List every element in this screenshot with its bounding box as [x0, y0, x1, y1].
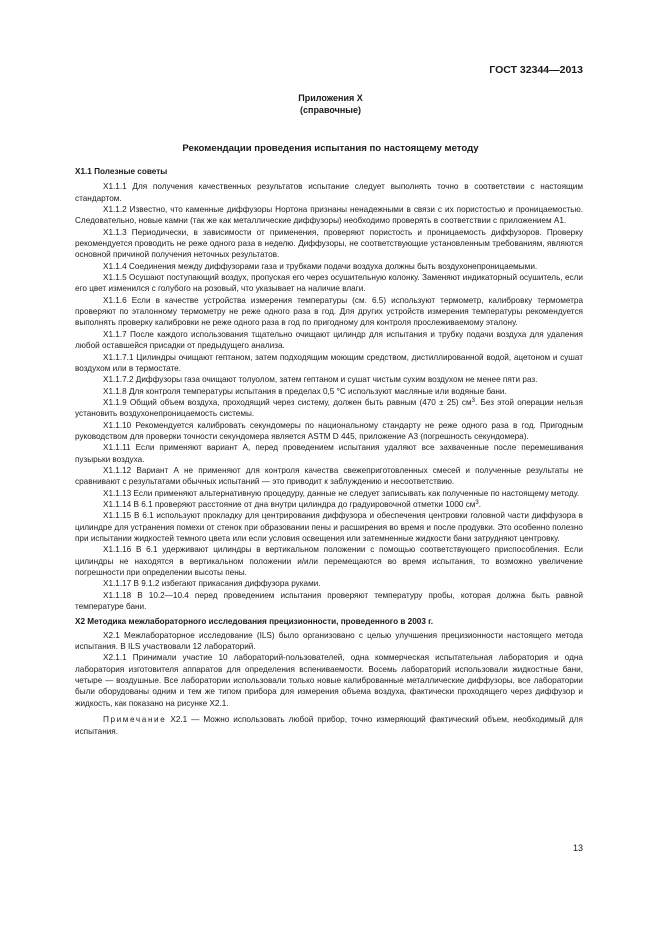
paragraph-x1-1-15: Х1.1.15 В 6.1 используют прокладку для центрирования диффузора и обеспечения центровки головной части диффузора в цилиндре для устранения помехи от стенок при образовании пены и расширения во время и после продувки. Это особенно полезно при испытании жидкостей темного цвета или если условия освещения или затемненные жидкости бани затрудняют центровку. [75, 511, 583, 543]
section-heading-x2: Х2 Методика межлабораторного исследования прецизионности, проведенного в 2003 г. [75, 617, 434, 627]
paragraph-x1-1-16: Х1.1.16 В 6.1 удерживают цилиндры в вертикальном положении с помощью соответствующего приспособления. Если цилиндры не находятся в вертикальном положении и/или перемещаются во время испытания, то возможно увеличение погрешности при определении высоты пены. [75, 545, 583, 578]
paragraph-x1-1-8: Х1.1.8 Для контроля температуры испытания в пределах 0,5 °С используют масляные или водяные бани. [103, 386, 507, 396]
appendix-title: Приложения Х [298, 93, 363, 103]
paragraph-x1-1-12: Х1.1.12 Вариант А не применяют для контроля качества свежеприготовленных смесей и полученные результаты не сравнивают с результатами обычных испытаний — это приводит к заблуждению и несоответствию. [75, 465, 583, 487]
paragraph-x1-1-14-tail: . [478, 499, 482, 509]
appendix-subtitle: (справочные) [300, 105, 361, 115]
paragraph-x1-1-14-text: Х1.1.14 В 6.1 проверяют расстояние от дна внутри цилиндра до градуировочной отметки 1000 см [103, 499, 476, 509]
paragraph-x1-1-5: Х1.1.5 Осушают поступающий воздух, пропуская его через осушительную колонку. Заменяют индикаторный осушитель, если его цвет изменился с голубого на розовый, что указывает на наличие влаги. [75, 273, 583, 294]
paragraph-x1-1-2: Х1.1.2 Известно, что каменные диффузоры Нортона признаны ненадежными в связи с их пористостью и проницаемостью. Следовательно, новые камни (так же как металлические диффузоры) необходимо проверять в соответствии с приложением А1. [75, 205, 583, 226]
appendix-heading [0, 92, 661, 116]
paragraph-x1-1-7: Х1.1.7 После каждого использования тщательно очищают цилиндр для испытания и трубку подачи воздуха для удаления любой оставшейся присадки от предыдущего анализа. [75, 329, 583, 351]
paragraph-x2-1-1: Х2.1.1 Принимали участие 10 лабораторий-пользователей, одна коммерческая испытательная лаборатория и одна лаборатория изготовителя аппаратов для определения вспениваемости. Восемь лабораторий использовали жидкостные бани, четыре — воздушные. Все лаборатории использовали только новые калиброванные металлические диффузоры, все лаборатории были оборудованы одним и тем же типом прибора для измерения объема воздуха, фактически проходящего через диффузор и жидкость, как показано на рисунке Х2.1. [75, 653, 583, 708]
paragraph-x1-1-4: Х1.1.4 Соединения между диффузорами газа и трубками подачи воздуха должны быть воздухонепроницаемыми. [103, 261, 538, 271]
paragraph-x2-1: Х2.1 Межлабораторное исследование (ILS) было организовано с целью улучшения прецизионности настоящего метода испытания. В ILS участвовали 12 лабораторий. [75, 630, 583, 652]
paragraph-x1-1-10: Х1.1.10 Рекомендуется калибровать секундомеры по национальному стандарту не реже одного раза в год. Пригодным руководством для проверки точности секундомера является ASTM D 445, приложение А3 (погрешность секундомера). [75, 420, 583, 441]
main-title: Рекомендации проведения испытания по настоящему методу [182, 143, 479, 154]
standard-header: ГОСТ 32344—2013 [489, 64, 583, 76]
paragraph-x1-1-13: Х1.1.13 Если применяют альтернативную процедуру, данные не следует записывать как полученные по настоящему методу. [103, 488, 580, 498]
paragraph-x1-1-6: Х1.1.6 Если в качестве устройства измерения температуры (см. 6.5) используют термометр, калибровку термометра проверяют по эталонному термометру не реже одного раза в год. Для других устройств измерения температуры рекомендуется выполнять проверку калибровки не реже одного раза в год по пригодному для контроля прослеживаемому эталону. [75, 295, 583, 328]
paragraph-x1-1-9-tail: . Без этой операции нельзя установить воздухонепроницаемость системы. [75, 397, 583, 419]
paragraph-x1-1-7-2: Х1.1.7.2 Диффузоры газа очищают толуолом, затем гептаном и сушат чистым сухим воздухом не менее пяти раз. [103, 375, 538, 385]
note-text: Х2.1 — Можно использовать любой прибор, точно измеряющий фактический объем, необходимый для испытания. [75, 715, 583, 736]
section-heading-x1-1: Х1.1 Полезные советы [75, 167, 168, 176]
page-number: 13 [572, 843, 583, 853]
paragraph-x1-1-9 [75, 397, 583, 420]
paragraph-x1-1-14 [75, 499, 583, 510]
paragraph-x1-1-17: Х1.1.17 В 9.1.2 избегают прикасания диффузора руками. [103, 579, 321, 589]
note-x2-1 [75, 714, 583, 737]
paragraph-x1-1-7-1: Х1.1.7.1 Цилиндры очищают гептаном, затем подходящим моющим средством, дистиллированной водой, ацетоном и сушат воздухом или в термостате. [75, 352, 583, 373]
superscript-3: 3 [471, 397, 475, 404]
document-body [75, 166, 583, 737]
paragraph-x1-1-3: Х1.1.3 Периодически, в зависимости от применения, проверяют пористость и проницаемость диффузоров. Проверку рекомендуется проводить не реже одного раза в неделю. Диффузоры, не соответствующие установленным требованиям, являются основной причиной получения неточных результатов. [75, 227, 583, 260]
paragraph-x1-1-18: Х1.1.18 В 10.2—10.4 перед проведением испытания проверяют температуру пробы, которая должна быть равной температуре бани. [75, 590, 583, 612]
paragraph-x1-1-9-text: Х1.1.9 Общий объем воздуха, проходящий через систему, должен быть равным (470 ± 25) см [103, 397, 472, 407]
note-label: Примечание [103, 715, 167, 725]
superscript-3: 3 [475, 499, 479, 506]
paragraph-x1-1-1: Х1.1.1 Для получения качественных результатов испытание следует выполнять точно в соответствии с настоящим стандартом. [75, 182, 583, 203]
paragraph-x1-1-11: Х1.1.11 Если применяют вариант А, перед проведением испытания удаляют все захваченные после перемешивания пузырьки воздуха. [75, 443, 583, 464]
